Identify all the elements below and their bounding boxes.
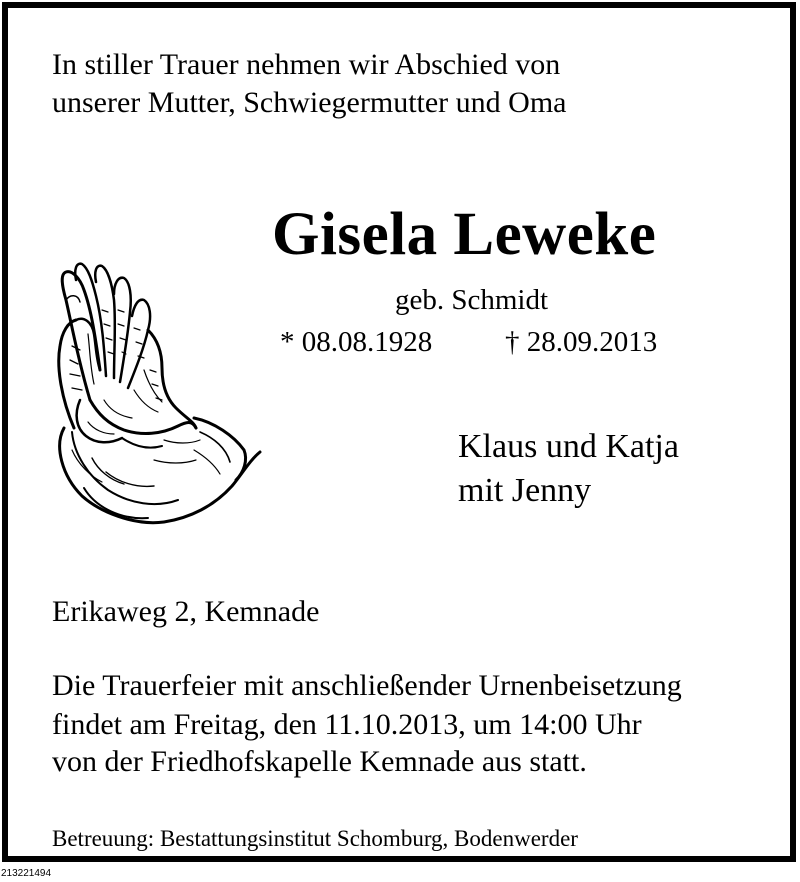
address: Erikaweg 2, Kemnade <box>52 595 320 628</box>
death-date: † 28.09.2013 <box>505 326 658 358</box>
service-line-1: Die Trauerfeier mit anschließender Urnenbeisetzung <box>52 669 682 702</box>
praying-hands-icon <box>44 250 268 530</box>
deceased-name: Gisela Leweke <box>272 201 657 268</box>
intro-line-2: unserer Mutter, Schwiegermutter und Oma <box>52 86 567 119</box>
obituary-notice <box>2 2 796 862</box>
mourner-line-1: Klaus und Katja <box>458 428 679 465</box>
service-line-3: von der Friedhofskapelle Kemnade aus statt. <box>52 745 587 778</box>
undertaker-credit: Betreuung: Bestattungsinstitut Schomburg, Bodenwerder <box>52 826 578 851</box>
maiden-name: geb. Schmidt <box>395 284 549 316</box>
intro-line-1: In stiller Trauer nehmen wir Abschied von <box>52 48 561 81</box>
mourner-line-2: mit Jenny <box>458 472 592 509</box>
service-line-2: findet am Freitag, den 11.10.2013, um 14:00 Uhr <box>52 708 642 741</box>
birth-date: * 08.08.1928 <box>280 326 433 358</box>
reference-number: 213221494 <box>1 868 52 879</box>
